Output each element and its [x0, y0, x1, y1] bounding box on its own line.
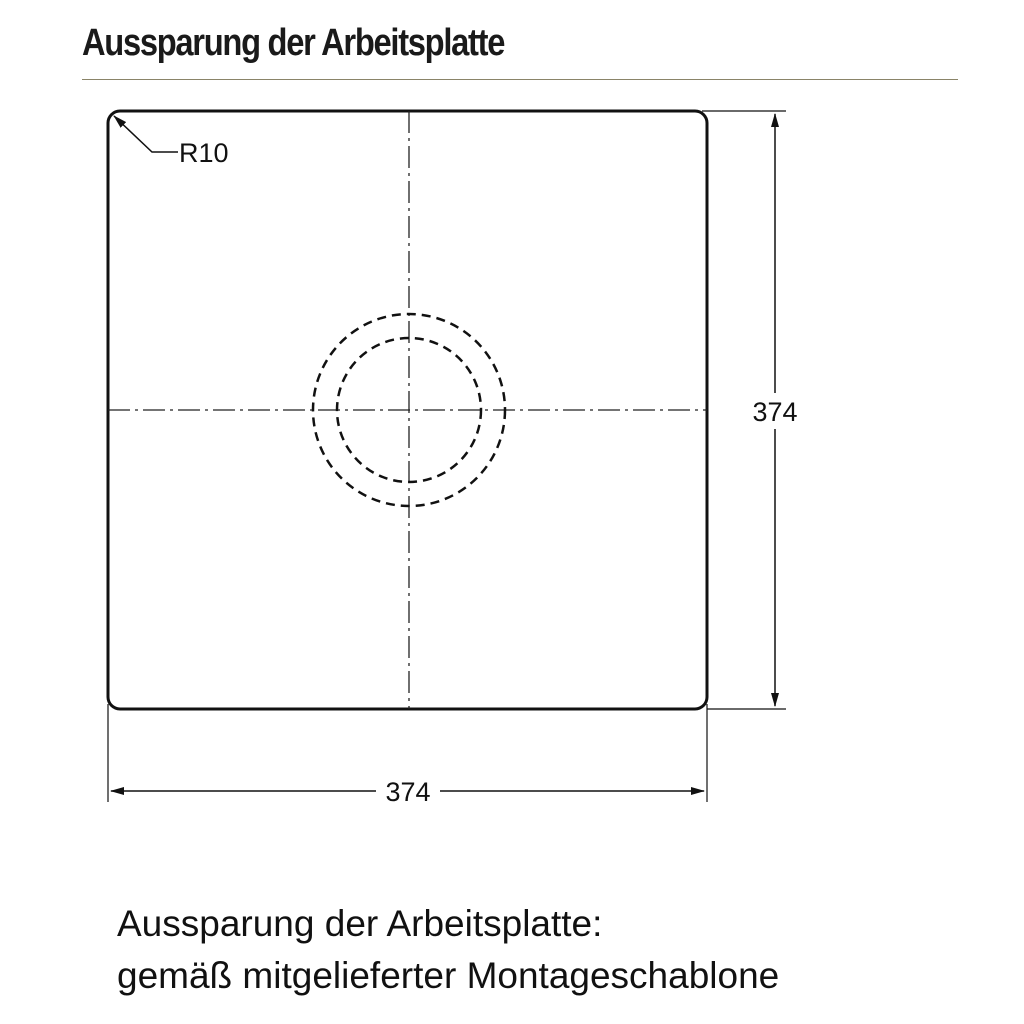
height-label: 374: [752, 397, 798, 427]
width-label: 374: [385, 777, 431, 807]
page-title: Aussparung der Arbeitsplatte: [82, 22, 505, 64]
caption: [117, 898, 779, 1002]
caption-line-2: gemäß mitgelieferter Montageschablone: [117, 955, 780, 996]
caption-line-1: Aussparung der Arbeitsplatte:: [117, 903, 603, 944]
radius-leader-line: [114, 116, 178, 152]
radius-label: R10: [179, 138, 229, 168]
